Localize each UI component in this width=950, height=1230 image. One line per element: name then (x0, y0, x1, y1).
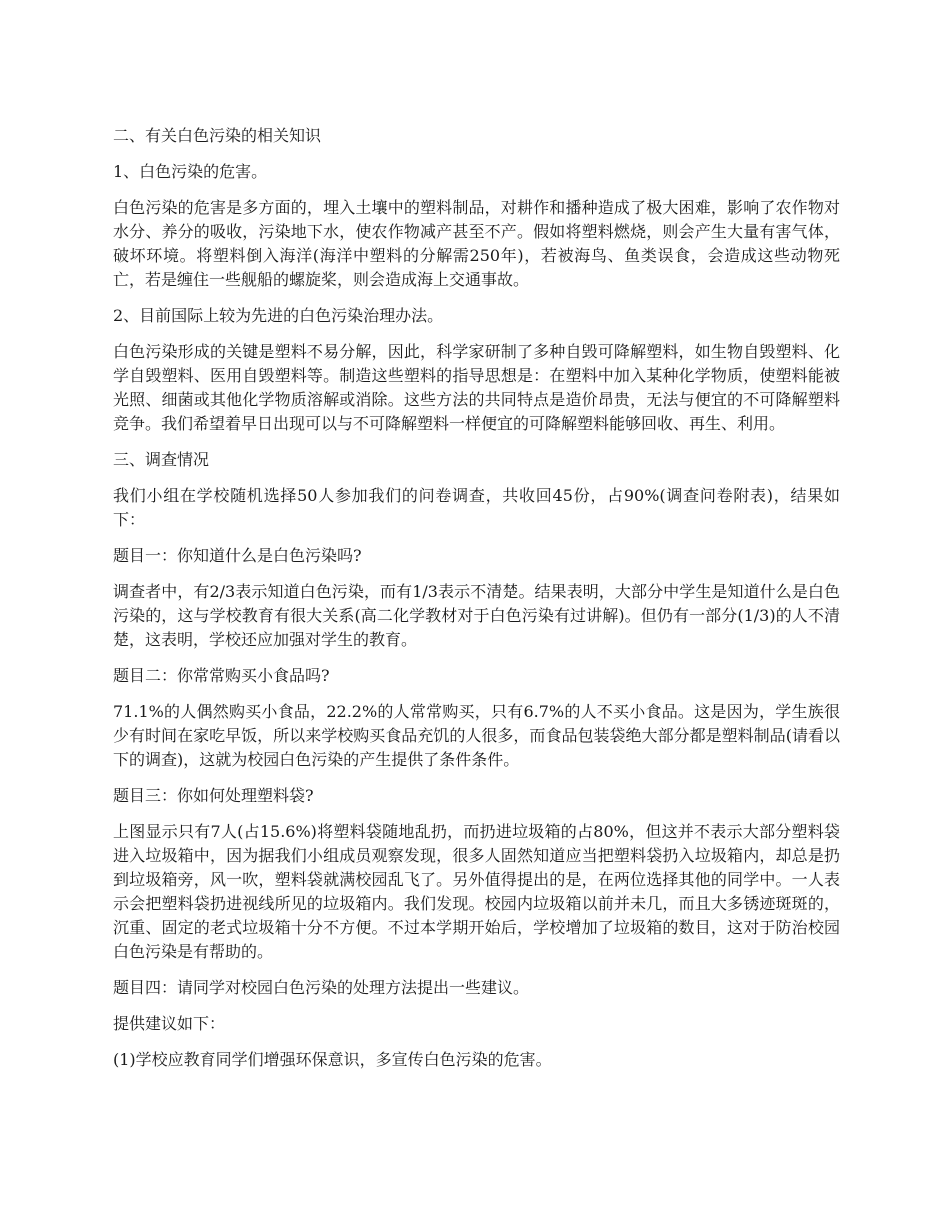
subheading-treatment-methods: 2、目前国际上较为先进的白色污染治理办法。 (113, 306, 444, 325)
paragraph-harm: 白色污染的危害是多方面的，埋入土壤中的塑料制品，对耕作和播种造成了极大困难，影响了农作物对水分、养分的吸收，污染地下水，使农作物减产甚至不产。假如将塑料燃烧，则会产生大量有害气体，破坏环境。将塑料倒入海洋(海洋中塑料的分解需250年)，若被海鸟、鱼类误食，会造成这些动物死亡，若是缠住一些舰船的螺旋桨，则会造成海上交通事故。 (113, 198, 840, 289)
paragraph-question-one-result: 调查者中，有2/3表示知道白色污染，而有1/3表示不清楚。结果表明，大部分中学生是知道什么是白色污染的，这与学校教育有很大关系(高二化学教材对于白色污染有过讲解)。但仍有一部分(1/3)的人不清楚，这表明，学校还应加强对学生的教育。 (113, 582, 840, 649)
subheading-harm: 1、白色污染的危害。 (113, 162, 268, 181)
question-two: 题目二：你常常购买小食品吗? (113, 666, 330, 685)
paragraph-treatment-methods: 白色污染形成的关键是塑料不易分解，因此，科学家研制了多种自毁可降解塑料，如生物自毁塑料、化学自毁塑料、医用自毁塑料等。制造这些塑料的指导思想是：在塑料中加入某种化学物质，使塑料能被光照、细菌或其他化学物质溶解或消除。这些方法的共同特点是造价昂贵，无法与便宜的不可降解塑料竞争。我们希望着早日出现可以与不可降解塑料一样便宜的可降解塑料能够回收、再生、利用。 (113, 342, 840, 433)
paragraph-question-three-result: 上图显示只有7人(占15.6%)将塑料袋随地乱扔，而扔进垃圾箱的占80%，但这并不表示大部分塑料袋进入垃圾箱中，因为据我们小组成员观察发现，很多人固然知道应当把塑料袋扔入垃圾箱内，却总是扔到垃圾箱旁，风一吹，塑料袋就满校园乱飞了。另外值得提出的是，在两位选择其他的同学中。一人表示会把塑料袋扔进视线所见的垃圾箱内。我们发现。校园内垃圾箱以前并未几，而且大多锈迹斑斑的，沉重、固定的老式垃圾箱十分不方便。不过本学期开始后，学校增加了垃圾箱的数目，这对于防治校园白色污染是有帮助的。 (113, 822, 840, 961)
section-heading-survey: 三、调查情况 (113, 450, 210, 469)
section-heading-white-pollution-knowledge: 二、有关白色污染的相关知识 (113, 126, 322, 145)
paragraph-question-two-result: 71.1%的人偶然购买小食品，22.2%的人常常购买，只有6.7%的人不买小食品。这是因为，学生族很少有时间在家吃早饭，所以来学校购买食品充饥的人很多，而食品包装袋绝大部分都是塑料制品(请看以下的调查)，这就为校园白色污染的产生提供了条件条件。 (113, 702, 840, 769)
question-three: 题目三：你如何处理塑料袋? (113, 786, 314, 805)
paragraph-survey-intro: 我们小组在学校随机选择50人参加我们的问卷调查，共收回45份，占90%(调查问卷附表)，结果如下： (113, 486, 840, 529)
question-one: 题目一：你知道什么是白色污染吗? (113, 546, 362, 565)
suggestions-intro: 提供建议如下： (113, 1014, 226, 1033)
question-four: 题目四：请同学对校园白色污染的处理方法提出一些建议。 (113, 978, 530, 997)
document-body (113, 124, 840, 1084)
suggestion-one: (1)学校应教育同学们增强环保意识，多宣传白色污染的危害。 (113, 1050, 552, 1069)
